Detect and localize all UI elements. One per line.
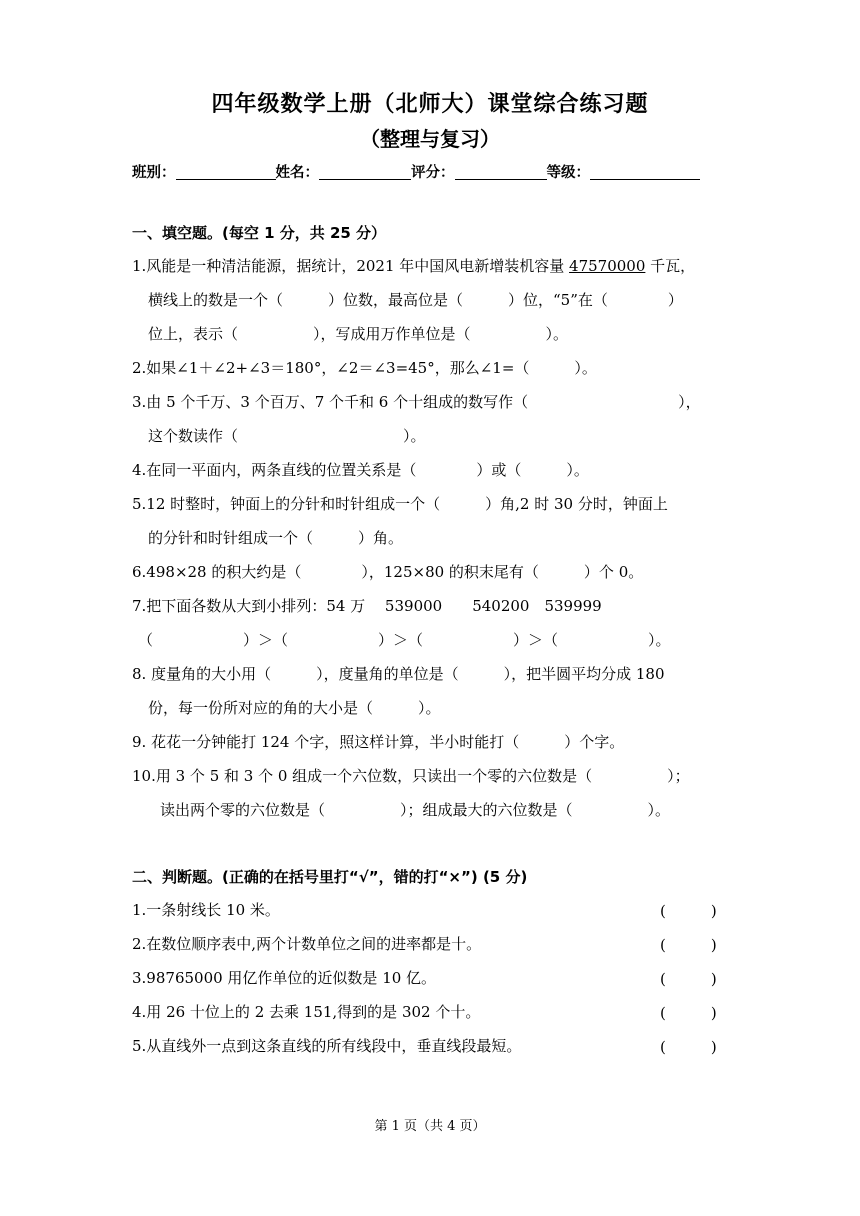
section2-heading: 二、判断题。(正确的在括号里打“√”，错的打“×”) (5 分) (132, 868, 528, 886)
name-label: 姓名： (275, 165, 319, 181)
judge-answer-2[interactable]: ( ) (660, 936, 717, 954)
q5-line1: 5.12 时整时，钟面上的分针和时针组成一个（ ）角,2 时 30 分时，钟面上 (132, 495, 668, 513)
q3-line1: 3.由 5 个千万、3 个百万、7 个千和 6 个十组成的数写作（ ）， (132, 393, 701, 411)
judge-item-5: 5.从直线外一点到这条直线的所有线段中，垂直线段最短。 (132, 1037, 522, 1055)
judge-item-3: 3.98765000 用亿作单位的近似数是 10 亿。 (132, 969, 437, 987)
grade-label: 等级： (546, 165, 590, 181)
q5-line2: 的分针和时针组成一个（ ）角。 (148, 529, 404, 547)
judge-answer-3[interactable]: ( ) (660, 970, 717, 988)
judge-item-2: 2.在数位顺序表中,两个计数单位之间的进率都是十。 (132, 935, 482, 953)
q9-line: 9. 花花一分钟能打 124 个字，照这样计算，半小时能打（ ）个字。 (132, 733, 625, 751)
page-title: 四年级数学上册（北师大）课堂综合练习题 (211, 92, 649, 117)
q3-line2: 这个数读作（ ）。 (148, 427, 426, 445)
q2-line: 2.如果∠1＋∠2+∠3＝180°，∠2＝∠3=45°，那么∠1=（ ）。 (132, 359, 597, 377)
q1-line3: 位上，表示（ ），写成用万作单位是（ ）。 (148, 325, 569, 343)
q8-line2: 份，每一份所对应的角的大小是（ ）。 (148, 699, 441, 717)
judge-answer-5[interactable]: ( ) (660, 1038, 717, 1056)
score-label: 评分： (411, 165, 455, 181)
judge-answer-1[interactable]: ( ) (660, 902, 717, 920)
student-info-row (132, 161, 700, 182)
page-footer: 第 1 页（共 4 页） (374, 1119, 486, 1134)
q1-line2: 横线上的数是一个（ ）位数，最高位是（ ）位，“5”在（ ） (148, 291, 683, 309)
q1-line1 (132, 256, 695, 276)
q8-line1: 8. 度量角的大小用（ ），度量角的单位是（ ），把半圆平均分成 180 (132, 665, 665, 683)
q10-line2: 读出两个零的六位数是（ ）；组成最大的六位数是（ ）。 (160, 801, 671, 819)
q7-line1: 7.把下面各数从大到小排列：54 万 539000 540200 539999 (132, 597, 602, 615)
judge-item-1: 1.一条射线长 10 米。 (132, 901, 280, 919)
judge-item-4: 4.用 26 十位上的 2 去乘 151,得到的是 302 个十。 (132, 1003, 481, 1021)
class-blank[interactable] (176, 163, 276, 180)
class-label: 班别： (132, 165, 176, 181)
q6-line: 6.498×28 的积大约是（ ），125×80 的积末尾有（ ）个 0。 (132, 563, 644, 581)
q10-line1: 10.用 3 个 5 和 3 个 0 组成一个六位数，只读出一个零的六位数是（ ）； (132, 767, 690, 785)
name-blank[interactable] (319, 163, 411, 180)
q4-line: 4.在同一平面内，两条直线的位置关系是（ ）或（ ）。 (132, 461, 589, 479)
page-subtitle: （整理与复习） (360, 127, 500, 151)
q7-line2: （ ）＞（ ）＞（ ）＞（ ）。 (138, 631, 671, 649)
q1-underlined-number: 47570000 (569, 257, 646, 275)
section1-heading: 一、填空题。(每空 1 分，共 25 分） (132, 224, 387, 242)
grade-blank[interactable] (590, 163, 700, 180)
judge-answer-4[interactable]: ( ) (660, 1004, 717, 1022)
q1-unit: 千瓦， (645, 257, 696, 275)
score-blank[interactable] (455, 163, 547, 180)
q1-text: 1.风能是一种清洁能源，据统计，2021 年中国风电新增装机容量 (132, 257, 570, 275)
